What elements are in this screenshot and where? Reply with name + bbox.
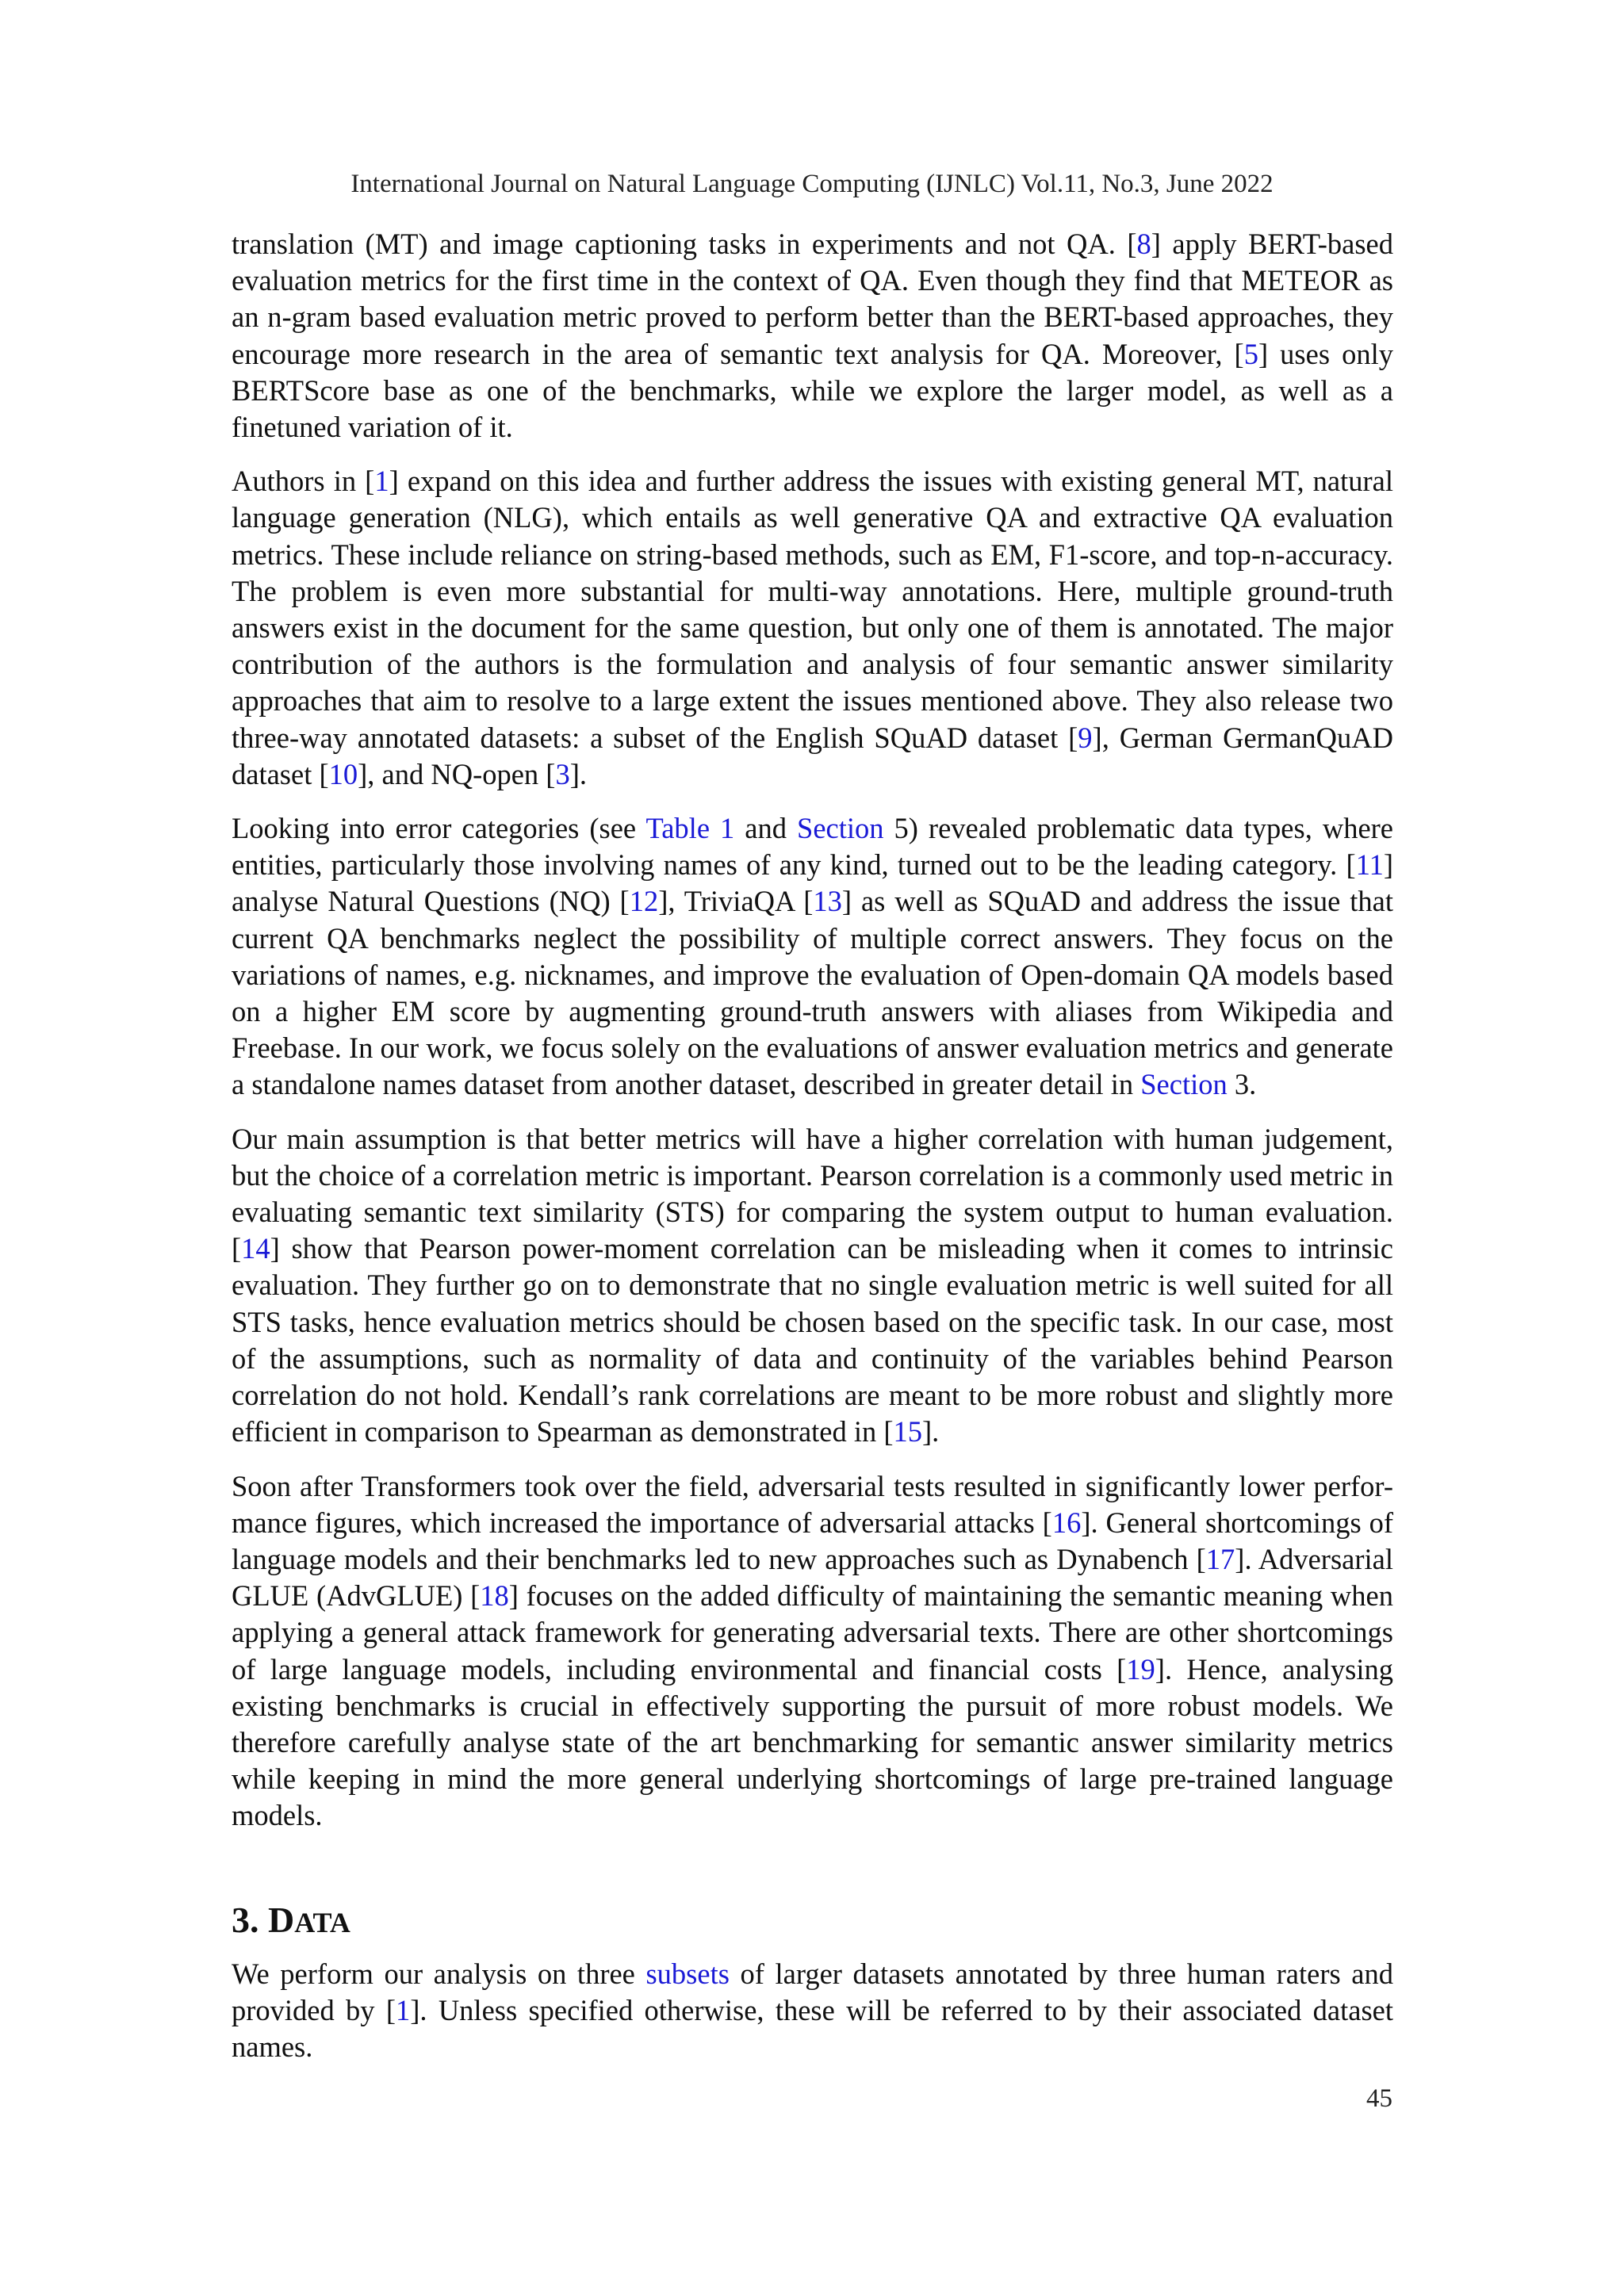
- reference-link[interactable]: 18: [480, 1579, 509, 1613]
- reference-link[interactable]: 1: [396, 1993, 411, 2026]
- paragraph-text: ]. Unless specified otherwise, these will be referred to by their associated dataset names.: [232, 1993, 1393, 2063]
- paragraph-text: ]. General shortcomings of language models and their benchmarks led to new approaches such as Dynabench [: [232, 1506, 1393, 1575]
- reference-link[interactable]: 13: [813, 885, 842, 918]
- paragraph-text: ] uses only BERTScore base as one of the benchmarks, while we explore the larger model, as well as a finetuned variation of it.: [232, 337, 1393, 444]
- reference-link[interactable]: 12: [629, 885, 659, 918]
- reference-link[interactable]: 14: [241, 1232, 270, 1265]
- reference-link[interactable]: Table 1: [645, 812, 735, 845]
- reference-link[interactable]: Section: [1140, 1068, 1228, 1101]
- reference-link[interactable]: Section: [797, 812, 884, 845]
- paragraph-4: [232, 1121, 1393, 1451]
- paragraph-text: ] as well as SQuAD and address the issue that current QA benchmarks neglect the possibility of multiple correct answers. They focus on the variations of names, e.g. nicknames, and improve the evaluation of Open-domain QA models based on a higher EM score by augmenting ground-truth answers with aliases from Wikipedia and Freebase. In our work, we focus solely on the evaluations of answer evaluation metrics and generate a standalone names dataset from another dataset, described in greater detail in: [232, 885, 1394, 1101]
- paragraph-text: ] apply BERT-based evaluation metrics for the first time in the context of QA. Even though they find that METEOR as an n-gram based evaluation metric proved to perform better than the BERT-based approaches, they encourage more research in the area of semantic text analysis for QA. Moreover, [: [232, 228, 1393, 370]
- paragraph-text: 5) revealed problematic data types, where entities, particularly those involving names of any kind, turned out to be the leading category. [: [232, 812, 1394, 882]
- paragraph-text: ] focuses on the added difficulty of maintaining the semantic meaning when applying a general attack framework for generating adversarial texts. There are other shortcomings of large language models, including environmental and financial costs [: [232, 1579, 1393, 1686]
- reference-link[interactable]: subsets: [645, 1957, 730, 1990]
- paragraph-text: 3.: [1227, 1068, 1257, 1101]
- reference-link[interactable]: 10: [328, 757, 358, 790]
- reference-link[interactable]: 1: [374, 465, 389, 498]
- reference-link[interactable]: 19: [1126, 1652, 1155, 1686]
- reference-link[interactable]: 16: [1051, 1506, 1082, 1539]
- paragraph-1: [232, 226, 1393, 446]
- paragraph-text: ].: [569, 757, 587, 790]
- reference-link[interactable]: 9: [1078, 721, 1093, 754]
- paragraph-text: ], TriviaQA [: [658, 885, 814, 918]
- section-heading-data: [232, 1898, 1393, 1945]
- section-number: 3.: [232, 1899, 259, 1940]
- paragraph-text: Soon after Transformers took over the field, adversarial tests resulted in significantly lower perfor-mance figures, which increased the importance of adversarial attacks [: [232, 1469, 1393, 1539]
- paragraph-text: of larger datasets annotated by three human raters and provided by [: [232, 1957, 1393, 2026]
- reference-link[interactable]: 5: [1243, 337, 1258, 370]
- paragraph-text: Authors in [: [232, 465, 375, 498]
- page-number: 45: [1366, 2084, 1392, 2113]
- paragraph-text: ] show that Pearson power-moment correlation can be misleading when it comes to intrinsic evaluation. They further go on to demonstrate that no single evaluation metric is well suited for all STS tasks, hence evaluation metrics should be chosen based on the specific task. In our case, most of the assumptions, such as normality of data and continuity of the variables behind Pearson correlation do not hold. Kendall’s rank correlations are meant to be more robust and slightly more efficient in comparison to Spearman as demonstrated in [: [232, 1232, 1393, 1448]
- paragraph-2: [232, 463, 1393, 793]
- reference-link[interactable]: 8: [1136, 228, 1151, 260]
- reference-link[interactable]: 11: [1355, 848, 1384, 882]
- paragraph-text: ], and NQ-open [: [358, 757, 556, 790]
- running-header: International Journal on Natural Language Computing (IJNLC) Vol.11, No.3, June 2022: [350, 170, 1274, 198]
- main-content: [232, 226, 1393, 2083]
- reference-link[interactable]: 3: [555, 757, 570, 790]
- paragraph-text: We perform our analysis on three: [232, 1957, 646, 1990]
- reference-link[interactable]: 17: [1205, 1542, 1235, 1575]
- paragraph-text: Looking into error categories (see: [232, 812, 646, 845]
- paragraph-text: ] analyse Natural Questions (NQ) [: [232, 848, 1393, 918]
- section-title-rest: ATA: [294, 1906, 350, 1938]
- reference-link[interactable]: 15: [893, 1415, 923, 1448]
- section-title-initial: D: [268, 1899, 295, 1940]
- paragraph-6: [232, 1956, 1393, 2066]
- paragraph-text: translation (MT) and image captioning tasks in experiments and not QA. [: [232, 228, 1137, 260]
- paragraph-text: Our main assumption is that better metrics will have a higher correlation with human judgement, but the choice of a correlation metric is important. Pearson correlation is a commonly used metric in evaluating semantic text similarity (STS) for comparing the system output to human evaluation. [: [232, 1122, 1393, 1265]
- paragraph-text: ].: [922, 1415, 940, 1448]
- paragraph-text: ], German GermanQuAD dataset [: [232, 721, 1394, 790]
- paragraph-text: ]. Hence, analysing existing benchmarks is crucial in effectively supporting the pursuit of more robust models. We therefore carefully analyse state of the art benchmarking for semantic answer similarity metrics while keeping in mind the more general underlying shortcomings of large pre-trained language models.: [232, 1652, 1393, 1832]
- paragraph-5: [232, 1468, 1393, 1835]
- paragraph-3: [232, 810, 1393, 1104]
- paragraph-text: and: [734, 812, 798, 845]
- paragraph-text: ]. Adversarial GLUE (AdvGLUE) [: [232, 1542, 1393, 1613]
- paragraph-text: ] expand on this idea and further address the issues with existing general MT, natural language generation (NLG), which entails as well generative QA and extractive QA evaluation metrics. These include reliance on string-based methods, such as EM, F1-score, and top-n-accuracy. The problem is even more substantial for multi-way annotations. Here, multiple ground-truth answers exist in the document for the same question, but only one of them is annotated. The major contribution of the authors is the formulation and analysis of four semantic answer similarity approaches that aim to resolve to a large extent the issues mentioned above. They also release two three-way annotated datasets: a subset of the English SQuAD dataset [: [232, 465, 1393, 754]
